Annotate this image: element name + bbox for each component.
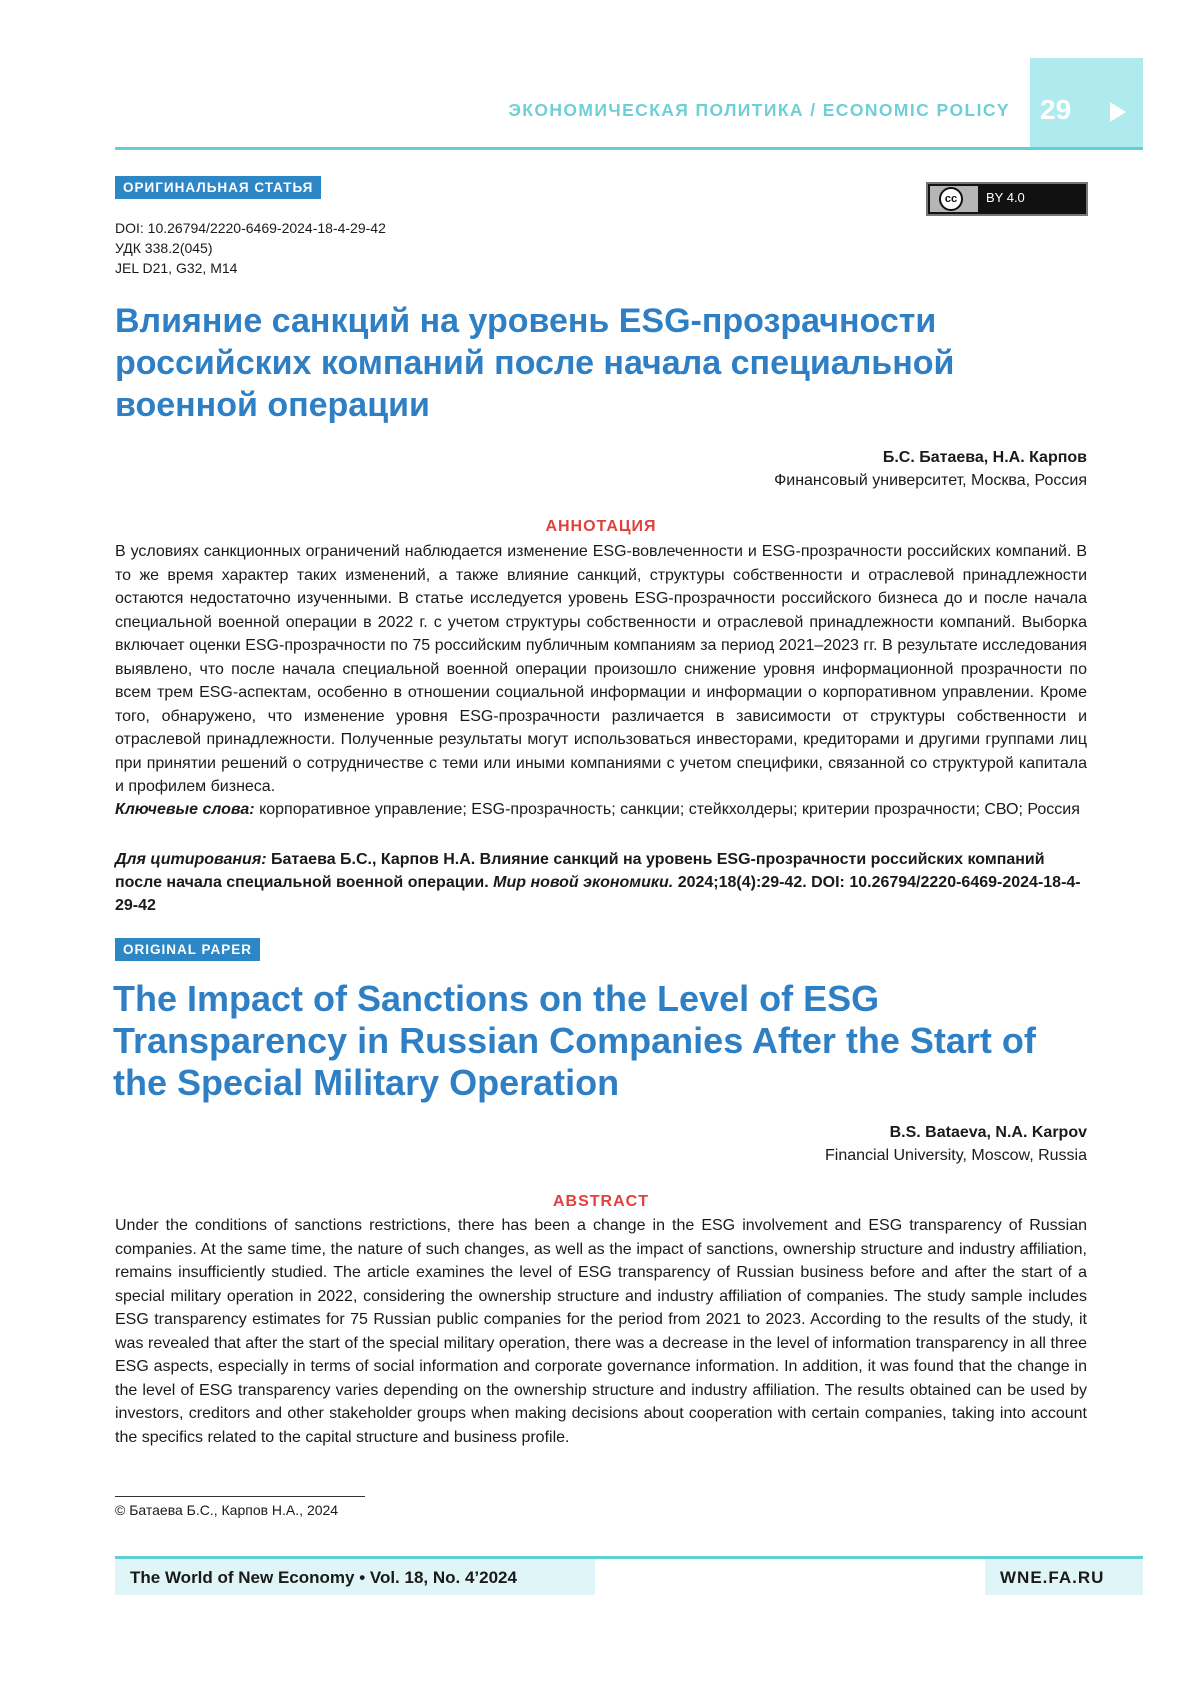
- abstract-heading-ru: АННОТАЦИЯ: [545, 518, 657, 535]
- doi: DOI: 10.26794/2220-6469-2024-18-4-29-42: [115, 220, 386, 236]
- license-text: BY 4.0: [986, 190, 1025, 205]
- cc-logo-area: [930, 186, 978, 212]
- article-type-badge-ru: ОРИГИНАЛЬНАЯ СТАТЬЯ: [115, 176, 321, 199]
- citation-label: Для цитирования:: [115, 851, 267, 868]
- abstract-heading-en: ABSTRACT: [553, 1193, 649, 1210]
- page-number: 29: [1040, 94, 1072, 125]
- title-ru: Влияние санкций на уровень ESG-прозрачности российских компаний после начала специальной военной операции: [115, 302, 955, 424]
- keywords-ru: [115, 798, 1087, 822]
- affiliation-ru: Финансовый университет, Москва, Россия: [774, 472, 1087, 489]
- next-arrow-icon[interactable]: [1110, 102, 1126, 122]
- affiliation-en: Financial University, Moscow, Russia: [824, 1147, 1087, 1164]
- citation-tail: 2024;18(4):29-42. DOI: 10.26794/2220-6469-2024-18-4-29-42: [115, 874, 1081, 914]
- article-type-badge-en: ORIGINAL PAPER: [115, 938, 260, 961]
- footer-journal: The World of New Economy • Vol. 18, No. 4’2024: [130, 1568, 517, 1587]
- abstract-ru: В условиях санкционных ограничений наблюдается изменение ESG-вовлеченности и ESG-прозрачности российских компаний. В то же время характер таких изменений, а также влияние санкций, структуры собственности и отраслевой принадлежности остаются недостаточно изученными. В статье исследуется уровень ESG-прозрачности российского бизнеса до и после начала специальной военной операции в 2022 г. с учетом структуры собственности и отраслевой принадлежности компаний. Выборка включает оценки ESG-прозрачности по 75 российским публичным компаниям за период 2021–2023 гг. В результате исследования выявлено, что после начала специальной военной операции произошло снижение уровня информационной прозрачности по всем трем ESG-аспектам, особенно в отношении социальной информации и информации о корпоративном управлении. Кроме того, обнаружено, что изменение уровня ESG-прозрачности различается в зависимости от структуры собственности и отраслевой принадлежности. Полученные результаты могут использоваться инвесторами, кредиторами и другими группами лиц при принятии решений о сотрудничестве с теми или иными компаниями с учетом специфики, связанной со структурой капитала и профилем бизнеса.: [115, 543, 1087, 795]
- title-en: The Impact of Sanctions on the Level of ESG Transparency in Russian Companies After the Start of the Special Military Operation: [113, 978, 1036, 1103]
- copyright: © Батаева Б.С., Карпов Н.А., 2024: [115, 1502, 339, 1518]
- keywords-label: Ключевые слова:: [115, 801, 255, 818]
- footer-site-link[interactable]: WNE.FA.RU: [1000, 1568, 1105, 1587]
- citation-journal: Мир новой экономики.: [493, 874, 674, 891]
- authors-ru: Б.С. Батаева, Н.А. Карпов: [882, 449, 1087, 466]
- cc-license-badge[interactable]: [926, 182, 1088, 216]
- keywords-text: корпоративное управление; ESG-прозрачность; санкции; стейкхолдеры; критерии прозрачности; СВО; Россия: [259, 801, 1080, 818]
- footnote-divider: [115, 1496, 365, 1497]
- udk: УДК 338.2(045): [115, 240, 213, 256]
- authors-en: B.S. Bataeva, N.A. Karpov: [889, 1124, 1087, 1141]
- citation-text: Батаева Б.С., Карпов Н.А. Влияние санкций на уровень ESG-прозрачности российских компаний после начала специальной военной операции.: [115, 851, 1045, 891]
- abstract-en: Under the conditions of sanctions restrictions, there has been a change in the ESG involvement and ESG transparency of Russian companies. At the same time, the nature of such changes, as well as the impact of sanctions, ownership structure and industry affiliation, remains insufficiently studied. The article examines the level of ESG transparency of Russian business before and after the start of a special military operation in 2022, considering the ownership structure and industry affiliation of companies. The study sample includes ESG transparency estimates for 75 Russian public companies for the period from 2021 to 2023. According to the results of the study, it was revealed that after the start of the special military operation, there was a decrease in the level of information transparency in all three ESG aspects, especially in terms of social information and corporate governance information. In addition, it was found that the change in the level of ESG transparency varies depending on the ownership structure and industry affiliation. The results obtained can be used by investors, creditors and other stakeholder groups when making decisions about cooperation with certain companies, taking into account the specifics related to the capital structure and business profile.: [115, 1217, 1087, 1446]
- citation: [115, 848, 1087, 917]
- cc-icon: cc: [939, 187, 963, 211]
- section-title: ЭКОНОМИЧЕСКАЯ ПОЛИТИКА / ECONOMIC POLICY: [508, 100, 1010, 120]
- jel: JEL D21, G32, M14: [115, 260, 238, 276]
- header-divider: [115, 147, 1143, 150]
